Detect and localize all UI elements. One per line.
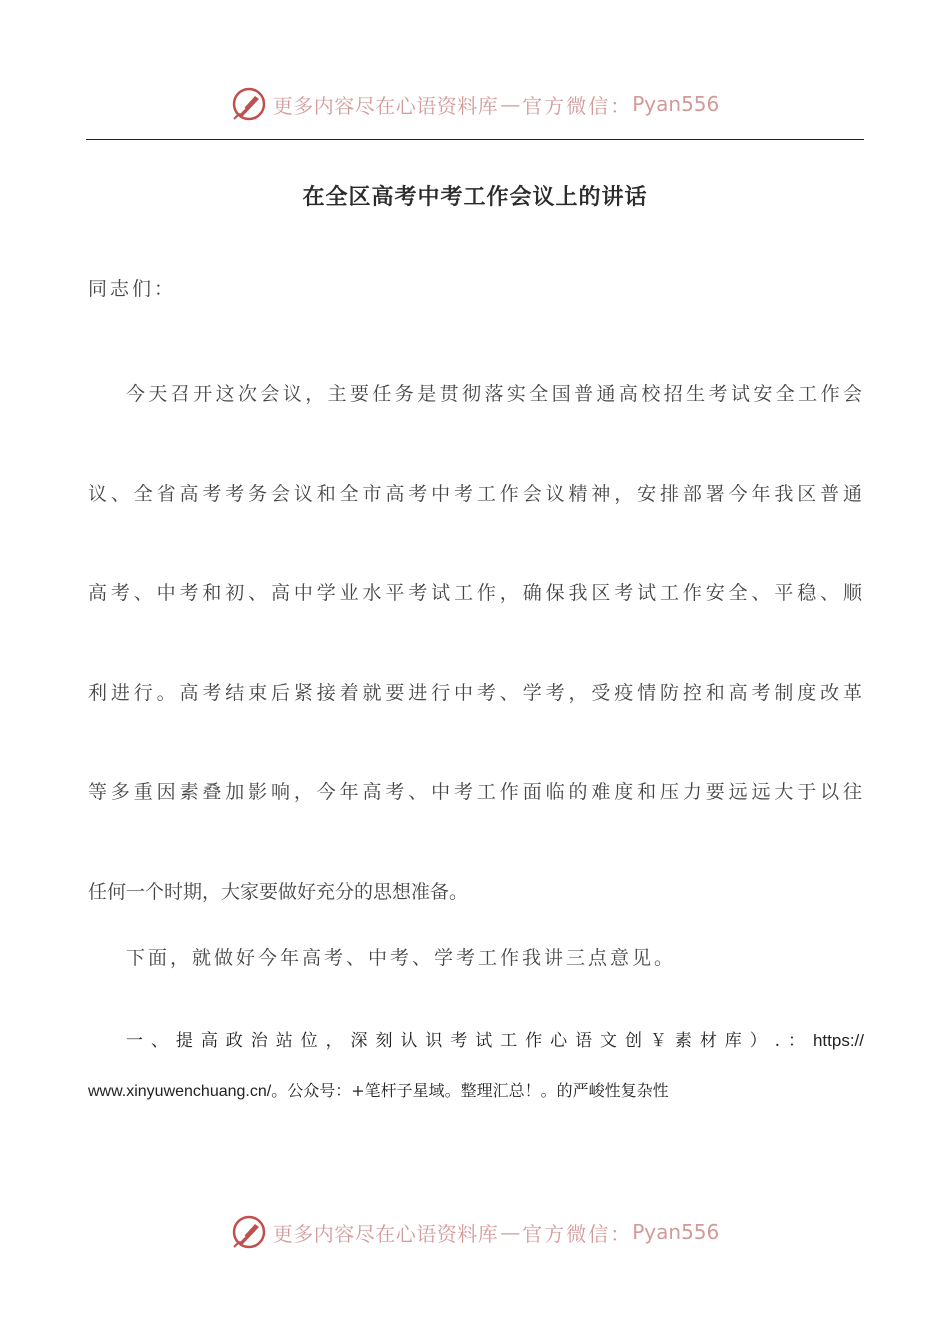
quill-pen-circle-icon	[231, 1214, 267, 1250]
point-1-line-1	[88, 1016, 864, 1066]
footer-banner-text: 更多内容尽在心语资料库	[272, 1221, 499, 1246]
point-1-line-2	[88, 1066, 864, 1116]
paragraph-1-line: 利进行。高考结束后紧接着就要进行中考、学考，受疫情防控和高考制度改革	[88, 681, 862, 704]
paragraph-1-line: 今天召开这次会议，主要任务是贯彻落实全国普通高校招生考试安全工作会	[126, 383, 862, 405]
paragraph-1	[88, 345, 862, 942]
header-banner-separator: —	[500, 92, 521, 116]
quill-pen-circle-icon	[231, 86, 267, 122]
header-wechat-id: Pyan556	[632, 92, 720, 116]
salutation: 同志们：	[88, 278, 177, 300]
footer-wechat-id: Pyan556	[632, 1220, 720, 1244]
document-title: 在全区高考中考工作会议上的讲话	[302, 184, 648, 210]
header-divider	[86, 139, 864, 140]
footer-banner-separator: —	[500, 1220, 521, 1244]
point-1-heading-text: 一、提高政治站位，深刻认识考试工作心语文创￥素材库）.：	[126, 1031, 813, 1051]
point-1-url-start: https://	[812, 1031, 864, 1050]
paragraph-1-line: 议、全省高考考务会议和全市高考中考工作会议精神，安排部署今年我区普通	[88, 482, 862, 505]
paragraph-2: 下面，就做好今年高考、中考、学考工作我讲三点意见。	[126, 947, 677, 969]
header-banner-text: 更多内容尽在心语资料库	[272, 93, 499, 118]
point-1	[88, 1016, 864, 1116]
point-1-continuation-text: 。公众号：+笔杆子星域。整理汇总！。的严峻性复杂性	[271, 1081, 669, 1100]
paragraph-1-line: 等多重因素叠加影响，今年高考、中考工作面临的难度和压力要远远大于以往	[88, 781, 862, 803]
header-banner-label: 官方微信：	[522, 93, 633, 118]
point-1-url-domain: www.xinyuwenchuang.cn/	[88, 1083, 272, 1100]
footer-banner-label: 官方微信：	[522, 1221, 633, 1246]
paragraph-1-line: 高考、中考和初、高中学业水平考试工作，确保我区考试工作安全、平稳、顺	[88, 582, 862, 604]
paragraph-1-line: 任何一个时期，大家要做好充分的思想准备。	[88, 880, 469, 903]
header-banner	[0, 84, 950, 124]
footer-banner	[0, 1212, 950, 1252]
